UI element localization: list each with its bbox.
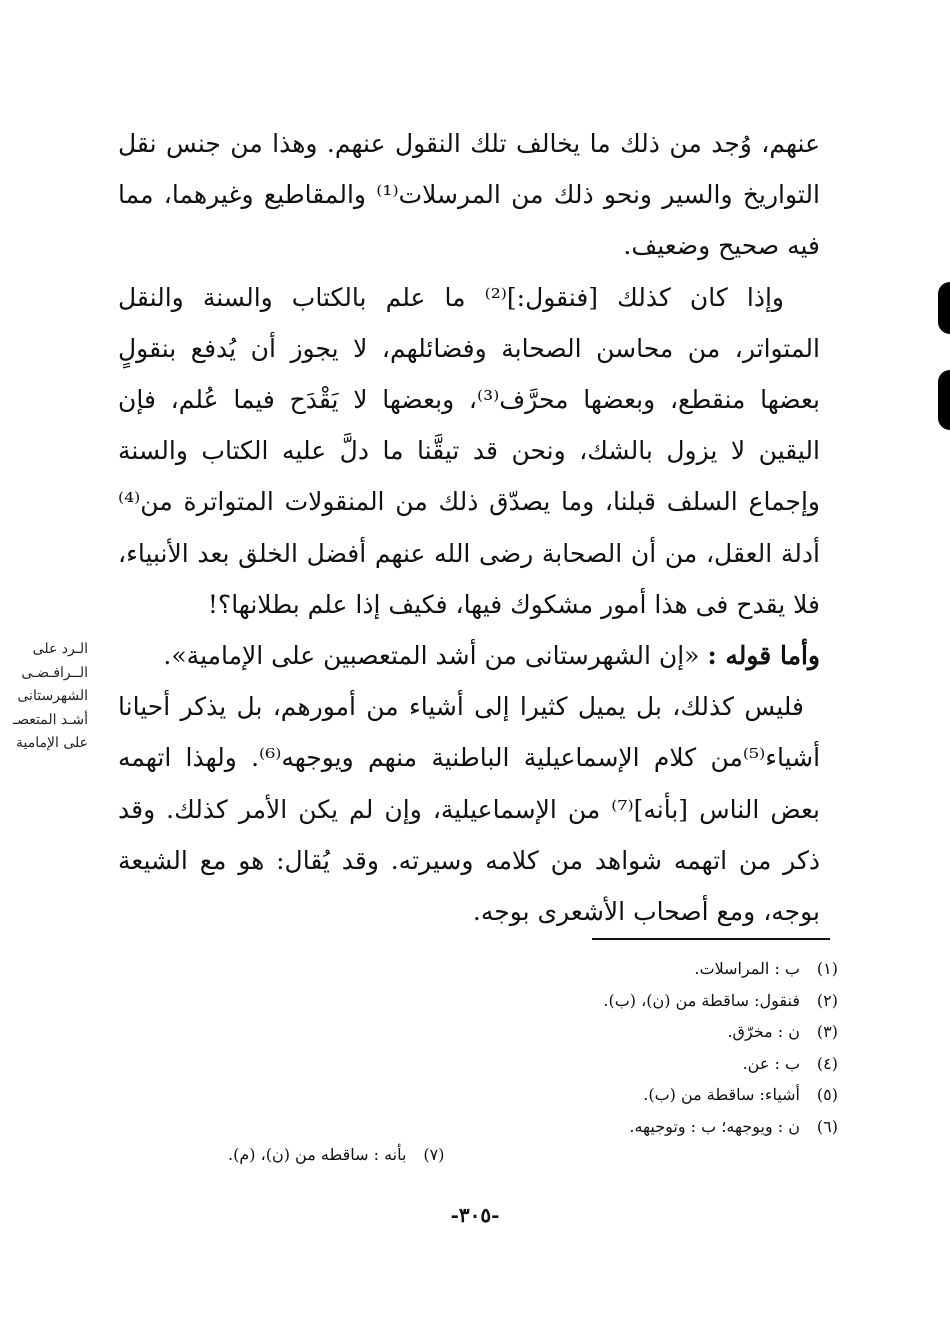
footnote-item [430, 1048, 838, 1080]
footnote-item [430, 985, 838, 1017]
margin-note-line: الــرافـضـى [21, 664, 88, 681]
margin-note-line: على الإمامية [16, 735, 88, 751]
footnote-number: (١) [816, 959, 838, 978]
footnote-separator [592, 938, 830, 940]
binding-edge-mark [938, 282, 950, 334]
footnote-text: ن : مخرّق. [727, 1022, 800, 1041]
footnote-item [430, 953, 838, 985]
footnote-text: فنقول: ساقطة من (ن)، (ب). [603, 990, 800, 1010]
binding-edge-mark [938, 370, 950, 430]
footnote-item-7 [228, 1139, 444, 1171]
footnote-number: (٦) [816, 1116, 838, 1136]
margin-note [0, 638, 88, 756]
footnote-item [430, 1111, 838, 1143]
footnote-number: (٧) [423, 1145, 445, 1164]
footnote-number: (٣) [816, 1022, 838, 1041]
footnote-number: (٥) [816, 1085, 838, 1104]
main-body-text [118, 118, 820, 937]
footnote-item [430, 1079, 838, 1111]
page-number: -٣٠٥- [450, 1203, 500, 1227]
margin-note-line: الشهرستانى [17, 688, 88, 704]
footnote-text: ن : ويوجهه؛ ب : وتوجيهه. [629, 1116, 800, 1136]
paragraph-1: عنهم، وُجد من ذلك ما يخالف تلك النقول عنهم. وهذا من جنس نقل التواريخ والسير ونحو ذلك من المرسلات⁽¹⁾ والمقاطيع وغيرهما، مما فيه صحيح وضعيف. [118, 129, 820, 261]
footnote-text: ب : المراسلات. [694, 959, 800, 978]
margin-note-line: أشـد المتعصـ [13, 711, 88, 728]
margin-note-line: الـرد على [32, 641, 88, 657]
footnote-number: (٢) [816, 990, 838, 1010]
quote-paragraph [118, 630, 820, 681]
footnote-text: بأنه : ساقطه من (ن)، (م). [228, 1145, 407, 1164]
quote-lead: وأما قوله : [707, 641, 820, 671]
footnotes [430, 953, 838, 1142]
footnote-text: أشياء: ساقطة من (ب). [643, 1085, 800, 1104]
paragraph-2: وإذا كان كذلك [فنقول:]⁽²⁾ ما علم بالكتاب والسنة والنقل المتواتر، من محاسن الصحابة وفضائلهم، لا يجوز أن يُدفع بنقولٍ بعضها منقطع، وبعضها محرَّف⁽³⁾، وبعضها لا يَقْدَح فيما عُلم، فإن اليقين لا يزول بالشك، ونحن قد تيقَّنا ما دلَّ عليه الكتاب والسنة وإجماع السلف قبلنا، وما يصدّق ذلك من المنقولات المتواترة من⁽⁴⁾ أدلة العقل، من أن الصحابة رضى الله عنهم أفضل الخلق بعد الأنبياء، فلا يقدح فى هذا أمور مشكوك فيها، فكيف إذا علم بطلانها؟! [118, 282, 820, 619]
footnote-text: ب : عن. [742, 1053, 800, 1073]
paragraph-3: فليس كذلك، بل يميل كثيرا إلى أشياء من أمورهم، بل يذكر أحيانا أشياء⁽⁵⁾من كلام الإسماعيلية الباطنية منهم ويوجهه⁽⁶⁾. ولهذا اتهمه بعض الناس [بأنه]⁽⁷⁾ من الإسماعيلية، وإن لم يكن الأمر كذلك. وقد ذكر من اتهمه شواهد من كلامه وسيرته. وقد يُقال: هو مع الشيعة بوجه، ومع أصحاب الأشعرى بوجه. [118, 692, 821, 927]
footnote-item [430, 1016, 838, 1048]
footnote-number: (٤) [816, 1053, 838, 1073]
quote-text: «إن الشهرستانى من أشد المتعصبين على الإمامية». [163, 641, 700, 671]
